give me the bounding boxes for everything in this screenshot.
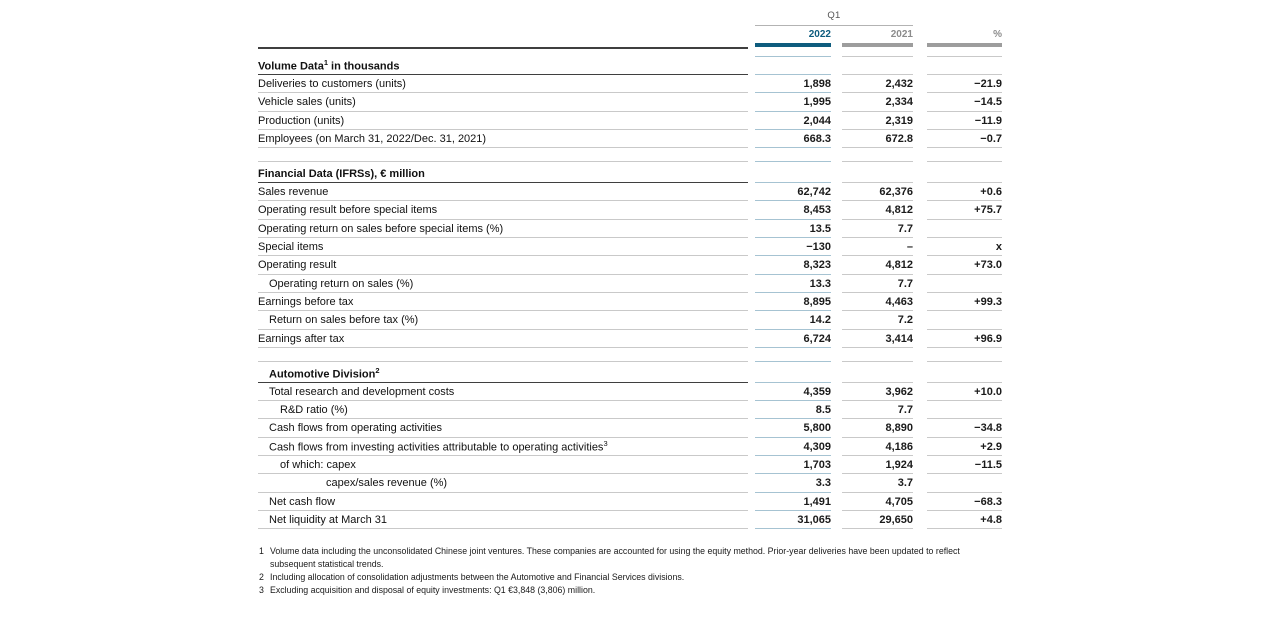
table-row (258, 293, 1002, 311)
value-2021: 3.7 (842, 474, 913, 492)
value-percent: +0.6 (927, 183, 1002, 201)
empty-cell (755, 148, 831, 162)
table-row (258, 93, 1002, 111)
section-header-automotive-division (258, 362, 1002, 383)
section-header-volume-data (258, 50, 1002, 75)
value-2022: 8.5 (755, 401, 831, 419)
row-label: Earnings before tax (258, 293, 748, 311)
value-2022: 4,309 (755, 438, 831, 456)
period-rule (755, 25, 913, 26)
empty-cell (755, 362, 831, 383)
footnote-number: 3 (259, 585, 264, 595)
value-percent: +96.9 (927, 330, 1002, 348)
empty-cell (927, 348, 1002, 362)
table-row (258, 220, 1002, 238)
period-label: Q1 (827, 10, 841, 21)
table-row (258, 456, 1002, 474)
value-2022: 13.3 (755, 275, 831, 293)
empty-cell (842, 362, 913, 383)
empty-cell (927, 162, 1002, 183)
value-2022: 14.2 (755, 311, 831, 329)
row-label: Operating return on sales before special items (%) (258, 220, 748, 238)
value-percent: −11.9 (927, 112, 1002, 130)
empty-cell (927, 148, 1002, 162)
footnote-text: Including allocation of consolidation adjustments between the Automotive and Financial Services divisions. (270, 572, 685, 582)
footnotes (259, 545, 973, 597)
value-2021: 4,186 (842, 438, 913, 456)
empty-cell (842, 50, 913, 75)
value-2022: 2,044 (755, 112, 831, 130)
value-percent (927, 401, 1002, 419)
value-percent (927, 275, 1002, 293)
value-percent: +10.0 (927, 383, 1002, 401)
section-title-text: Financial Data (IFRSs), € million (258, 168, 425, 181)
section-title-suffix: in thousands (327, 60, 400, 73)
footnote (259, 545, 973, 571)
column-header-2021: 2021 (890, 29, 913, 40)
value-percent (927, 311, 1002, 329)
value-2022: 4,359 (755, 383, 831, 401)
value-2021: 672.8 (842, 130, 913, 148)
row-label: Operating result (258, 256, 748, 274)
empty-cell (258, 348, 748, 362)
row-label: capex/sales revenue (%) (258, 474, 748, 492)
table-row (258, 401, 1002, 419)
row-label: of which: capex (258, 456, 748, 474)
row-label: Earnings after tax (258, 330, 748, 348)
value-percent: +75.7 (927, 201, 1002, 219)
table-row (258, 75, 1002, 93)
table-row (258, 311, 1002, 329)
section-spacer (258, 148, 1002, 162)
value-2022: 13.5 (755, 220, 831, 238)
footnote-marker: 2 (375, 365, 380, 375)
table-row (258, 256, 1002, 274)
row-label: Sales revenue (258, 183, 748, 201)
value-percent: x (927, 238, 1002, 256)
value-2021: 4,812 (842, 256, 913, 274)
value-2021: 2,334 (842, 93, 913, 111)
column-bar-2022 (755, 43, 831, 47)
empty-cell (927, 362, 1002, 383)
value-2022: 8,453 (755, 201, 831, 219)
row-label: Vehicle sales (units) (258, 93, 748, 111)
value-percent: +4.8 (927, 511, 1002, 529)
value-2022: −130 (755, 238, 831, 256)
value-percent: +73.0 (927, 256, 1002, 274)
row-label: Net liquidity at March 31 (258, 511, 748, 529)
value-2021: 8,890 (842, 419, 913, 437)
value-2021: 3,414 (842, 330, 913, 348)
value-2022: 3.3 (755, 474, 831, 492)
value-2022: 62,742 (755, 183, 831, 201)
footnote (259, 571, 973, 584)
footnote-text: Excluding acquisition and disposal of equity investments: Q1 €3,848 (3,806) million. (270, 585, 596, 595)
table-row (258, 419, 1002, 437)
table-row (258, 130, 1002, 148)
section-title (258, 362, 748, 383)
section-spacer (258, 348, 1002, 362)
label-column-rule (258, 47, 748, 49)
empty-cell (842, 162, 913, 183)
row-label: Total research and development costs (258, 383, 748, 401)
value-2022: 1,898 (755, 75, 831, 93)
row-label (258, 438, 748, 456)
value-percent: −21.9 (927, 75, 1002, 93)
row-label: Special items (258, 238, 748, 256)
footnote-marker: 3 (603, 438, 608, 448)
section-header-financial-data (258, 162, 1002, 183)
empty-cell (755, 162, 831, 183)
value-2021: 2,319 (842, 112, 913, 130)
value-2021: 1,924 (842, 456, 913, 474)
row-label: Return on sales before tax (%) (258, 311, 748, 329)
value-percent: −68.3 (927, 493, 1002, 511)
value-2021: 2,432 (842, 75, 913, 93)
value-2021: – (842, 238, 913, 256)
footnote-number: 1 (259, 546, 264, 556)
table-row (258, 511, 1002, 529)
value-2022: 1,995 (755, 93, 831, 111)
column-header-2022: 2022 (808, 29, 831, 40)
value-percent: −0.7 (927, 130, 1002, 148)
row-label: Operating result before special items (258, 201, 748, 219)
value-percent: −14.5 (927, 93, 1002, 111)
financial-table (258, 8, 1002, 529)
table-row (258, 275, 1002, 293)
footnote-text: Volume data including the unconsolidated Chinese joint ventures. These companies are accounted for using the equity method. Prior-year deliveries have been updated to reflect subsequent statistical trends. (270, 546, 960, 569)
empty-cell (755, 50, 831, 75)
footnote-marker: 1 (323, 58, 328, 67)
value-2021: 7.7 (842, 275, 913, 293)
value-2021: 7.2 (842, 311, 913, 329)
value-percent (927, 474, 1002, 492)
value-percent: +99.3 (927, 293, 1002, 311)
section-title (258, 162, 748, 183)
table-row (258, 493, 1002, 511)
value-2021: 4,812 (842, 201, 913, 219)
value-2022: 6,724 (755, 330, 831, 348)
value-2021: 29,650 (842, 511, 913, 529)
table-row (258, 201, 1002, 219)
section-title (258, 50, 748, 75)
value-2021: 4,463 (842, 293, 913, 311)
value-2021: 4,705 (842, 493, 913, 511)
value-2022: 1,491 (755, 493, 831, 511)
table-row (258, 238, 1002, 256)
value-2022: 8,895 (755, 293, 831, 311)
value-2021: 7.7 (842, 401, 913, 419)
value-2021: 7.7 (842, 220, 913, 238)
row-label: Deliveries to customers (units) (258, 75, 748, 93)
value-percent (927, 220, 1002, 238)
value-percent: −11.5 (927, 456, 1002, 474)
table-row (258, 474, 1002, 492)
table-row (258, 438, 1002, 456)
empty-cell (755, 348, 831, 362)
value-2022: 5,800 (755, 419, 831, 437)
value-2021: 3,962 (842, 383, 913, 401)
table-row (258, 183, 1002, 201)
value-2022: 668.3 (755, 130, 831, 148)
column-bar-2021 (842, 43, 913, 47)
row-label: Production (units) (258, 112, 748, 130)
empty-cell (258, 148, 748, 162)
empty-cell (842, 148, 913, 162)
row-label: Employees (on March 31, 2022/Dec. 31, 2021) (258, 130, 748, 148)
row-label: R&D ratio (%) (258, 401, 748, 419)
table-row (258, 330, 1002, 348)
row-label: Cash flows from operating activities (258, 419, 748, 437)
section-title-text: Volume Data (258, 60, 324, 73)
table-row (258, 112, 1002, 130)
table-header (258, 8, 1002, 50)
footnote-number: 2 (259, 572, 264, 582)
value-2021: 62,376 (842, 183, 913, 201)
row-label: Operating return on sales (%) (258, 275, 748, 293)
empty-cell (842, 348, 913, 362)
value-2022: 1,703 (755, 456, 831, 474)
value-percent: +2.9 (927, 438, 1002, 456)
row-label-text: Cash flows from investing activities attributable to operating activities (269, 441, 604, 454)
value-2022: 31,065 (755, 511, 831, 529)
column-header-percent: % (993, 29, 1002, 40)
empty-cell (927, 50, 1002, 75)
footnote (259, 584, 973, 597)
column-bar-percent (927, 43, 1002, 47)
row-label: Net cash flow (258, 493, 748, 511)
value-percent: −34.8 (927, 419, 1002, 437)
section-title-text: Automotive Division (269, 368, 376, 381)
value-2022: 8,323 (755, 256, 831, 274)
table-row (258, 383, 1002, 401)
